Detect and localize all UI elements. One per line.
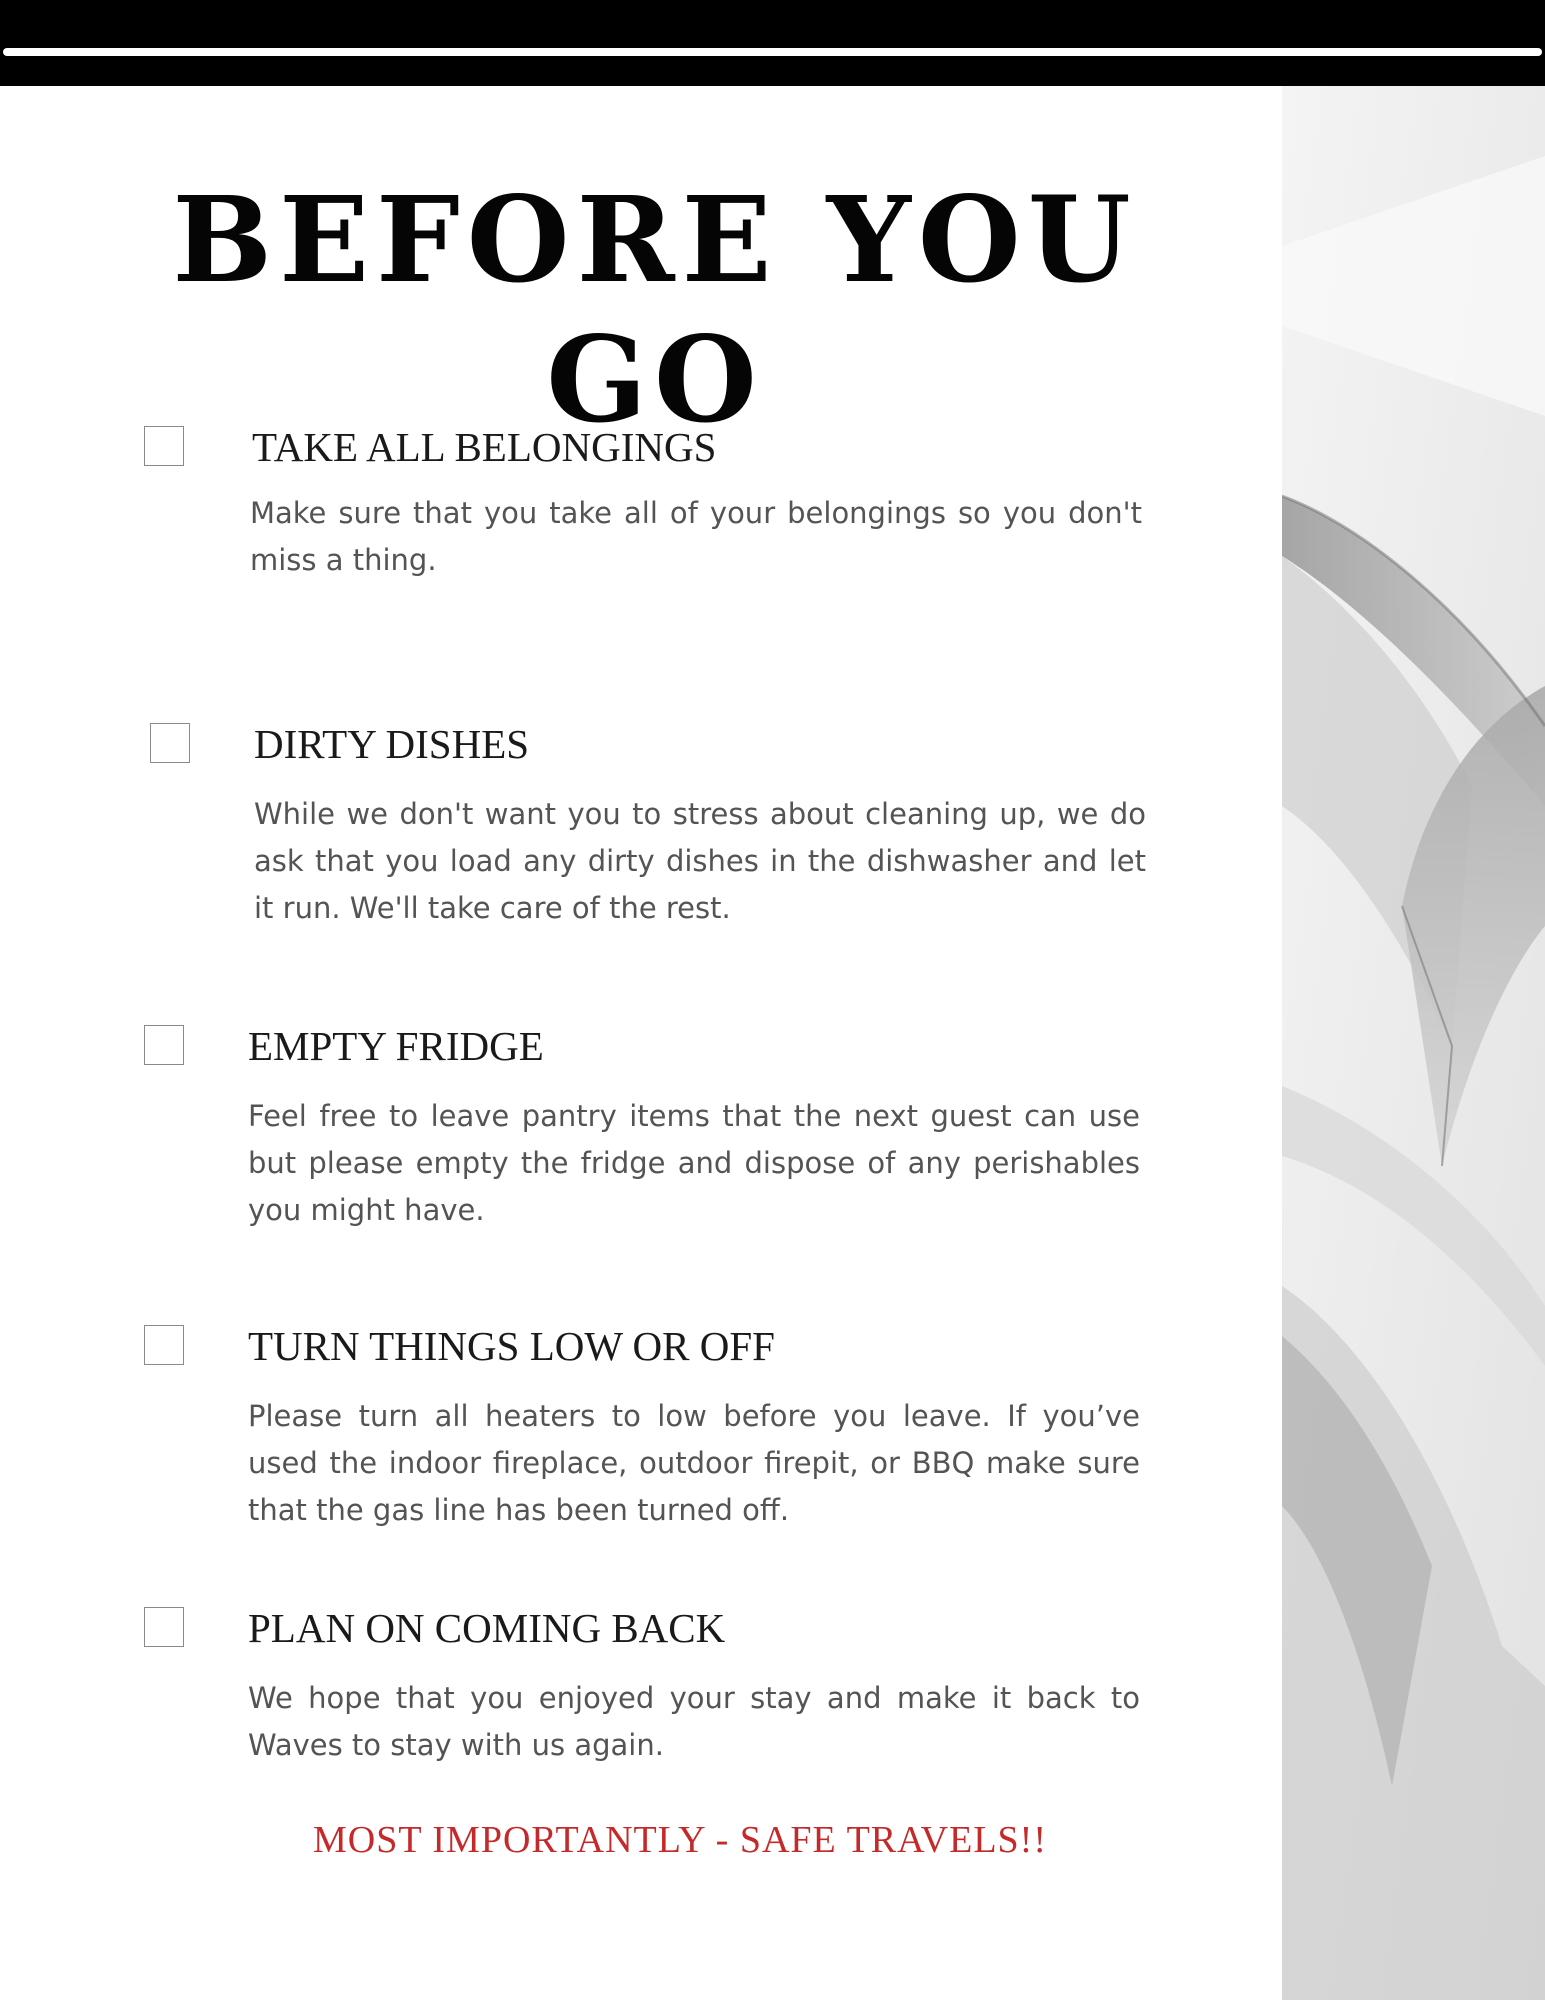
checklist-item-empty-fridge xyxy=(144,1023,1184,1253)
item-description: While we don't want you to stress about cleaning up, we do ask that you load any dirty dishes in the dishwasher and let it run. We'll take care of the rest. xyxy=(254,797,1146,925)
checkbox[interactable] xyxy=(144,1607,184,1647)
checkbox[interactable] xyxy=(150,723,190,763)
item-description: Make sure that you take all of your belongings so you don't miss a thing. xyxy=(250,496,1142,577)
item-heading: TAKE ALL BELONGINGS xyxy=(252,424,717,470)
checklist-item-dirty-dishes xyxy=(150,721,1190,951)
top-band xyxy=(0,0,1545,86)
closing-message: MOST IMPORTANTLY - SAFE TRAVELS!! xyxy=(313,1819,1047,1861)
item-description: Feel free to leave pantry items that the next guest can use but please empty the fridge and dispose of any perishables you might have. xyxy=(248,1099,1140,1227)
page-title: BEFORE YOU GO xyxy=(172,170,1138,449)
item-heading: TURN THINGS LOW OR OFF xyxy=(248,1323,775,1369)
item-description: Please turn all heaters to low before you leave. If you’ve used the indoor fireplace, outdoor firepit, or BBQ make sure that the gas line has been turned off. xyxy=(248,1399,1140,1527)
marble-texture-panel xyxy=(1282,86,1545,2000)
checklist-item-plan-on-coming-back xyxy=(144,1605,1184,1835)
item-description: We hope that you enjoyed your stay and make it back to Waves to stay with us again. xyxy=(248,1681,1140,1762)
checkbox[interactable] xyxy=(144,426,184,466)
item-heading: PLAN ON COMING BACK xyxy=(248,1605,726,1651)
item-heading: DIRTY DISHES xyxy=(254,721,530,767)
checklist-item-take-all-belongings xyxy=(144,424,1184,654)
checkbox[interactable] xyxy=(144,1325,184,1365)
checklist-item-turn-things-low-or-off xyxy=(144,1323,1184,1553)
checkbox[interactable] xyxy=(144,1025,184,1065)
top-band-line xyxy=(3,48,1542,56)
item-heading: EMPTY FRIDGE xyxy=(248,1023,544,1069)
